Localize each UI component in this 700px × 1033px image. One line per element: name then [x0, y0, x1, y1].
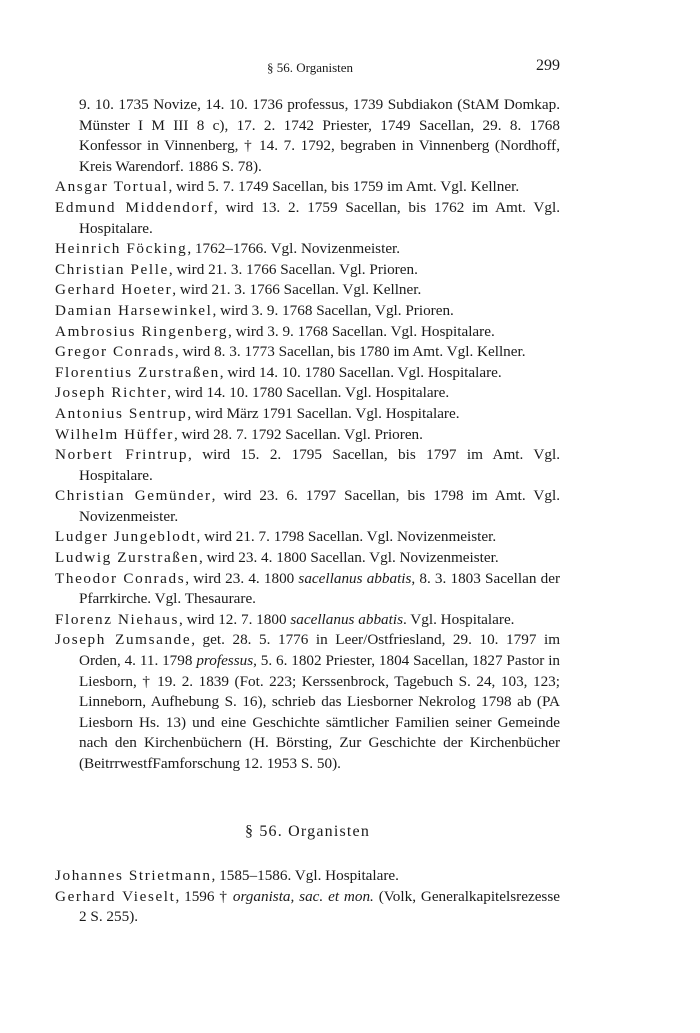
entry-name: Gregor Conrads [55, 343, 175, 361]
entry-text-2: , 5. 6. 1802 Priester, 1804 Sacellan, 1827 Pastor in Liesborn, † 19. 2. 1839 (Fot. 223; Kerssenbrock, Tagebuch S. 24, 103, 123; Linneborn, Aufhebung S. 16), schrieb das Liesborner Nekrolog 1798 ab (PA Liesborn Hs. 13) und eine Geschichte sämtlicher Familien seiner Gemeinde nach den Kirchenbüchern (H. Börsting, Zur Geschichte der Kirchenbücher (BeitrrwestfFamforschung 12. 1953 S. 50). [79, 652, 561, 772]
entry-text: , wird 21. 3. 1766 Sacellan. Vgl. Prioren. [168, 260, 418, 278]
entry-text: , wird 21. 7. 1798 Sacellan. Vgl. Novizenmeister. [196, 528, 497, 546]
entry-text: , wird 15. 2. 1795 Sacellan, bis 1797 im Amt. Vgl. Hospitalare. [79, 446, 560, 484]
entry-name: Ludwig Zurstraßen [55, 549, 200, 567]
entry-strietmann [55, 866, 560, 887]
entry-text: , 1762–1766. Vgl. Novizenmeister. [187, 240, 401, 258]
entry-sentrup [55, 404, 560, 425]
entry-name: Gerhard Vieselt [55, 887, 176, 905]
entry-text: , wird 14. 10. 1780 Sacellan. Vgl. Hospitalare. [219, 363, 502, 381]
entry-name: Antonius Sentrup [55, 404, 188, 422]
entry-text: , wird 21. 3. 1766 Sacellan. Vgl. Kellner. [172, 281, 422, 299]
entry-text: , wird März 1791 Sacellan. Vgl. Hospitalare. [187, 404, 460, 422]
entry-text-2: . Vgl. Hospitalare. [402, 610, 515, 628]
entry-name: Ansgar Tortual [55, 178, 169, 196]
entry-jungeblodt [55, 527, 560, 548]
entry-text: , wird 23. 4. 1800 [185, 569, 299, 587]
entry-name: Florentius Zurstraßen [55, 363, 220, 381]
entry-name: Christian Gemünder [55, 487, 212, 505]
entry-text: , wird 3. 9. 1768 Sacellan, Vgl. Prioren. [212, 301, 454, 319]
entry-text: , 1596 † [175, 887, 233, 905]
entry-zurstrassen-ludwig [55, 548, 560, 569]
entry-name: Gerhard Hoeter [55, 281, 173, 299]
entry-name: Edmund Middendorf [55, 198, 215, 216]
entry-text: , wird 12. 7. 1800 [178, 610, 291, 628]
entry-text: , wird 13. 2. 1759 Sacellan, bis 1762 im Amt. Vgl. Hospitalare. [79, 198, 560, 237]
entry-name: Christian Pelle [55, 260, 169, 278]
entry-harsewinkel [55, 301, 560, 322]
entry-tortual [55, 177, 560, 198]
running-head-title: § 56. Organisten [266, 60, 354, 75]
entry-name: Johannes Strietmann [55, 867, 212, 884]
entry-vieselt [55, 887, 560, 928]
entry-text: , get. 28. 5. 1776 in Leer/Ostfriesland, 29. 10. 1797 im Orden, 4. 11. 1798 [79, 631, 561, 670]
entry-hueffer [55, 425, 560, 446]
entry-name: Joseph Richter [55, 384, 168, 402]
entry-zurstrassen-florentius [55, 363, 560, 384]
entry-name: Florenz Niehaus [55, 610, 179, 628]
entry-name: Theodor Conrads [55, 569, 186, 587]
section-entries [55, 866, 560, 928]
section-heading: § 56. Organisten [244, 823, 371, 840]
entry-text: , wird 14. 10. 1780 Sacellan. Vgl. Hospitalare. [167, 384, 450, 402]
entry-text: , wird 23. 6. 1797 Sacellan, bis 1798 im Amt. Vgl. Novizenmeister. [79, 487, 560, 525]
entry-middendorf [55, 198, 560, 239]
entry-text: , wird 5. 7. 1749 Sacellan, bis 1759 im Amt. Vgl. Kellner. [168, 178, 520, 196]
entry-name: Heinrich Föcking [55, 240, 188, 258]
entry-text-2: , 8. 3. 1803 Sacellan der Pfarrkirche. Vgl. Thesaurare. [79, 569, 560, 608]
entry-richter [55, 383, 560, 404]
entry-hoeter [55, 280, 560, 301]
main-text [55, 95, 560, 775]
entry-name: Ludger Jungeblodt [55, 528, 197, 546]
entry-italic: professus [196, 652, 254, 670]
entry-italic: organista, sac. et mon. [232, 887, 374, 905]
entry-niehaus [55, 610, 560, 631]
entry-italic: sacellanus abbatis [298, 569, 412, 587]
entry-text: , wird 28. 7. 1792 Sacellan. Vgl. Prioren. [173, 425, 423, 443]
running-head [60, 57, 560, 80]
entry-conrads-gregor [55, 342, 560, 363]
entry-italic: sacellanus abbatis [290, 610, 403, 628]
entry-text: , wird 23. 4. 1800 Sacellan. Vgl. Novizenmeister. [199, 549, 499, 567]
entry-name: Joseph Zumsande [55, 631, 192, 649]
entry-frintrup [55, 445, 560, 486]
entry-zumsande [55, 630, 560, 774]
entry-conrads-theodor [55, 569, 560, 610]
entry-text: , wird 3. 9. 1768 Sacellan. Vgl. Hospitalare. [228, 322, 495, 340]
continuation-paragraph: 9. 10. 1735 Novize, 14. 10. 1736 professus, 1739 Subdiakon (StAM Domkap. Münster I M III 8 c), 17. 2. 1742 Priester, 1749 Sacellan, 29. 8. 1768 Konfessor in Vinnenberg, † 14. 7. 1792, begraben in Vinnenberg (Nordhoff, Kreis Warendorf. 1886 S. 78). [79, 96, 560, 175]
entry-name: Ambrosius Ringenberg [55, 322, 229, 340]
entry-pelle [55, 260, 560, 281]
entry-name: Damian Harsewinkel [55, 301, 213, 319]
entry-foecking [55, 239, 560, 260]
entry-text: , wird 8. 3. 1773 Sacellan, bis 1780 im Amt. Vgl. Kellner. [174, 343, 526, 361]
entry-text: , 1585–1586. Vgl. Hospitalare. [211, 867, 399, 884]
entry-text-2: (Volk, Generalkapitelsrezesse 2 S. 255). [79, 887, 560, 926]
entry-ringenberg [55, 322, 560, 343]
entry-gemuender [55, 486, 560, 527]
page-number: 299 [536, 57, 560, 74]
entry-name: Wilhelm Hüffer [55, 425, 174, 443]
entry-name: Norbert Frintrup [55, 446, 189, 464]
